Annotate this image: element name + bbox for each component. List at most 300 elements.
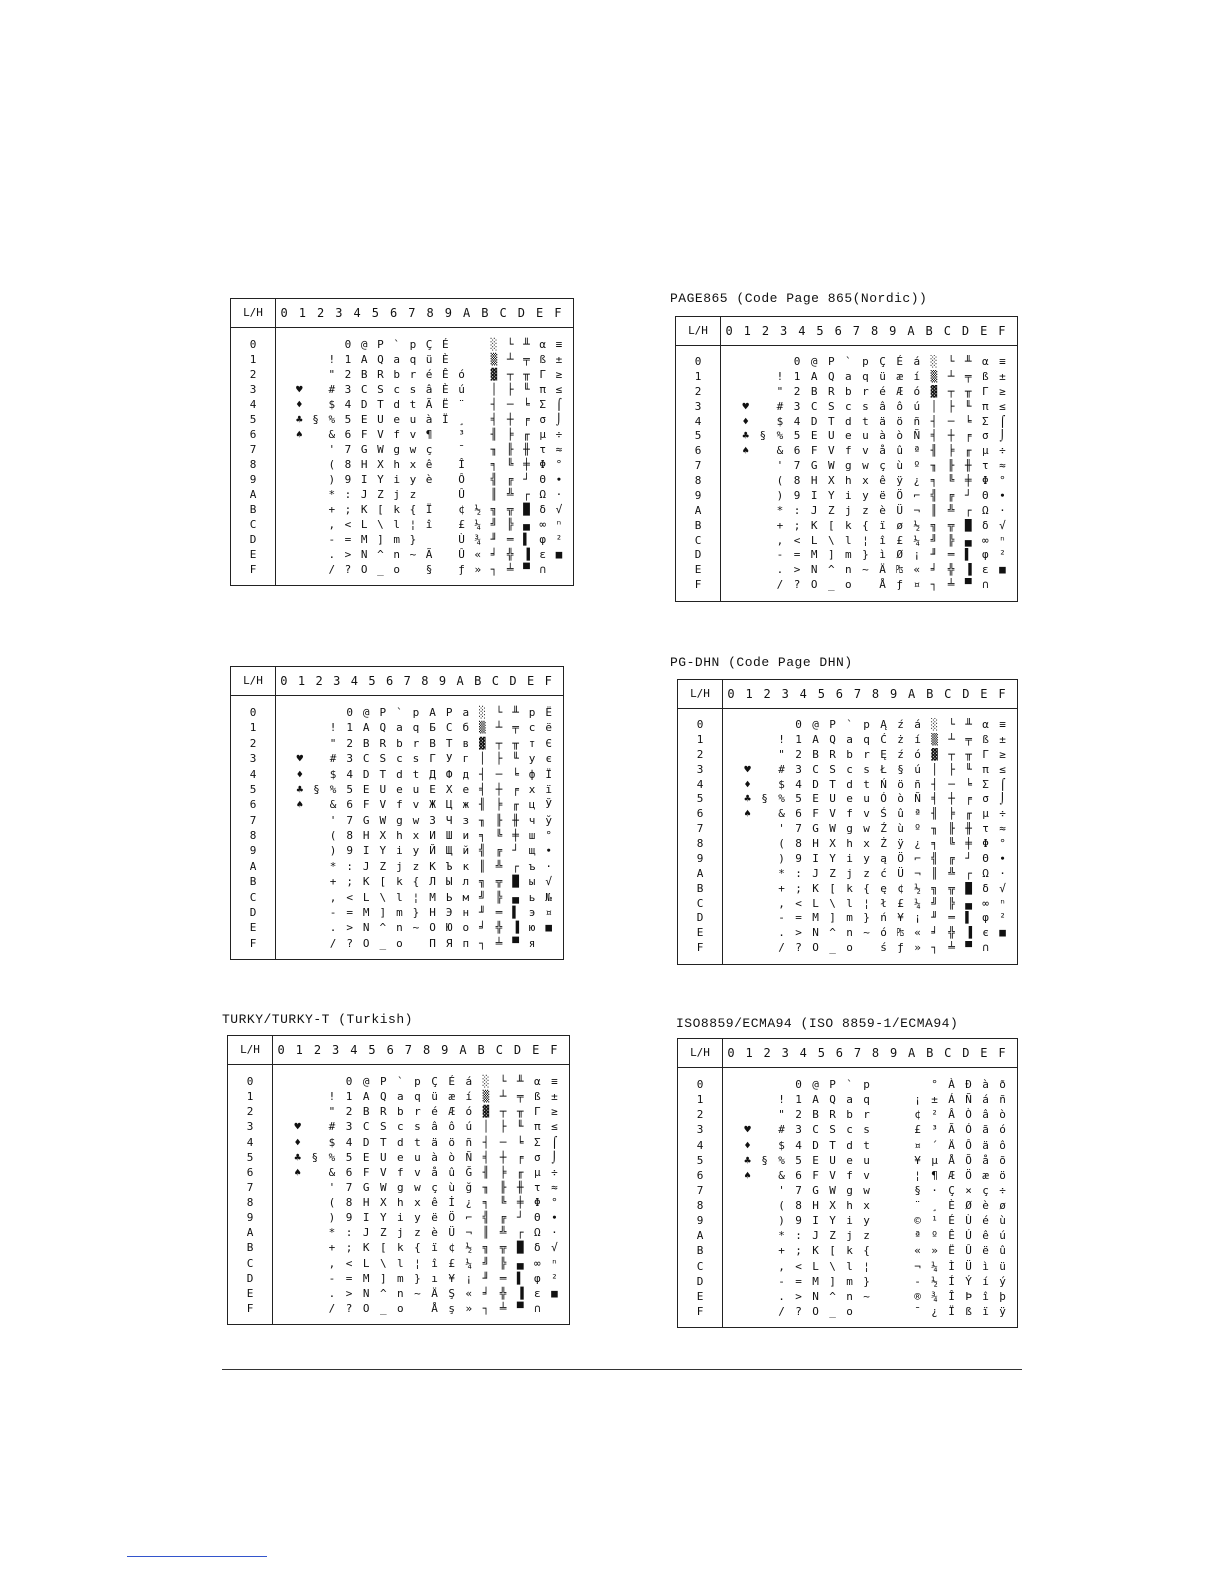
char-cell: 8 (346, 829, 353, 842)
char-cell: U (377, 413, 384, 426)
char-cell: º (913, 459, 921, 473)
char-cell: ` (845, 355, 852, 368)
char-cell: √ (999, 881, 1006, 895)
char-cell: ║ (482, 1226, 490, 1240)
char-cell (275, 397, 291, 412)
char-cell: ¤ (545, 905, 552, 919)
char-cell (470, 367, 486, 382)
char-cell: c (393, 383, 400, 396)
char-cell (306, 1286, 323, 1301)
char-cell: v (863, 1168, 870, 1182)
char-cell (756, 1168, 773, 1183)
char-cell: N (812, 1289, 819, 1303)
char-cell: 1 (795, 1093, 802, 1107)
column-header: E (532, 1043, 540, 1057)
row-header: 6 (246, 1165, 254, 1179)
char-cell (307, 352, 323, 367)
char-cell: s (862, 399, 869, 413)
char-cell: ⌐ (913, 488, 921, 502)
char-cell: щ (528, 844, 536, 858)
char-cell: H (360, 458, 368, 471)
char-cell: f (846, 807, 853, 821)
row-header: 0 (246, 1075, 254, 1088)
column-header: B (925, 324, 933, 338)
char-cell: ° (551, 1196, 558, 1209)
char-cell (275, 412, 291, 427)
char-cell: n (396, 921, 403, 935)
char-cell (739, 897, 756, 912)
row-header: 1 (249, 721, 257, 735)
char-cell: ▀ (512, 936, 519, 950)
char-cell: C (812, 1123, 819, 1137)
char-cell: M (812, 1274, 819, 1288)
char-cell: C (810, 399, 818, 413)
char-cell: Ш (445, 829, 453, 842)
char-cell: ■ (551, 1286, 558, 1300)
char-cell (739, 733, 756, 748)
char-cell (722, 1274, 739, 1289)
char-cell: Ã (425, 548, 433, 561)
char-cell: r (862, 384, 869, 398)
char-cell: ╣ (490, 473, 498, 486)
char-cell: M (362, 1271, 370, 1285)
char-cell: ' (778, 1183, 785, 1197)
char-cell (437, 532, 453, 547)
char-cell: k (845, 518, 852, 532)
char-cell: L (810, 533, 818, 547)
char-cell: í (914, 732, 921, 746)
column-header: 4 (799, 1046, 807, 1060)
char-cell (275, 736, 292, 751)
char-cell: < (346, 890, 353, 904)
char-cell: Э (445, 905, 453, 919)
char-cell: q (863, 1093, 870, 1107)
char-cell: 7 (345, 1180, 353, 1194)
char-cell: Ã (948, 1123, 955, 1137)
char-cell: X (829, 837, 836, 850)
char-cell: │ (490, 383, 498, 396)
char-cell: « (474, 548, 482, 561)
char-cell: С (445, 721, 453, 735)
char-cell: u (862, 429, 869, 443)
char-cell: K (812, 1244, 819, 1258)
char-cell: З (429, 813, 436, 827)
char-cell: ▐ (964, 563, 972, 577)
char-cell: ♣ (744, 1153, 751, 1167)
char-cell: ╪ (523, 458, 530, 471)
char-cell: * (328, 488, 336, 501)
char-cell: " (328, 368, 336, 381)
char-cell: Θ (982, 851, 989, 865)
char-cell: √ (545, 875, 552, 889)
char-cell: 3 (795, 1123, 802, 1137)
char-cell: ▓ (931, 747, 938, 761)
char-cell (307, 367, 323, 382)
char-cell: = (795, 1274, 802, 1288)
char-cell (875, 1138, 892, 1153)
char-cell: 2 (344, 368, 352, 381)
char-cell: á (982, 1093, 989, 1107)
char-cell: z (412, 859, 420, 873)
char-cell: s (863, 762, 870, 776)
column-header: A (463, 306, 471, 320)
char-cell (909, 1077, 926, 1092)
column-header: 1 (297, 674, 306, 688)
column-header: B (481, 306, 489, 320)
char-cell: 2 (345, 1105, 353, 1119)
char-cell: ╥ (964, 384, 972, 398)
char-cell (275, 705, 292, 720)
char-cell: < (795, 896, 802, 910)
char-cell: D (362, 1135, 370, 1149)
char-cell: ░ (931, 718, 938, 731)
char-cell: ╤ (512, 721, 519, 735)
char-cell: τ (539, 443, 546, 456)
char-cell: φ (533, 1271, 541, 1285)
char-cell: ¢ (448, 1241, 456, 1255)
char-cell: ├ (948, 762, 955, 776)
char-cell: 3 (793, 399, 801, 413)
char-cell: ? (793, 578, 801, 592)
char-cell: _ (829, 941, 836, 955)
char-cell: I (812, 851, 819, 865)
row-header: 2 (694, 384, 702, 398)
char-cell: √ (551, 1241, 558, 1255)
char-cell: ╩ (499, 1226, 507, 1240)
char-cell: ` (846, 718, 853, 731)
char-cell (892, 1304, 909, 1319)
char-cell: á (913, 355, 921, 368)
char-cell: g (845, 459, 852, 473)
char-cell (754, 400, 771, 415)
char-cell (551, 562, 567, 577)
row-header: 8 (246, 1196, 254, 1209)
char-cell (722, 748, 739, 763)
char-cell (437, 517, 453, 532)
char-cell: $ (328, 398, 336, 411)
char-cell: , (328, 518, 336, 531)
char-cell: π (982, 762, 989, 776)
char-cell: ß (533, 1090, 541, 1104)
row-header: D (696, 1274, 704, 1288)
char-cell: Ù (965, 1214, 972, 1228)
char-cell (306, 1089, 323, 1104)
char-cell: ^ (829, 1289, 836, 1303)
char-cell (720, 504, 737, 519)
char-cell: Ó (965, 1123, 972, 1137)
char-cell: и (462, 829, 470, 842)
row-header: D (696, 911, 704, 925)
char-cell: & (329, 798, 337, 812)
char-cell: § (761, 792, 768, 806)
char-cell: ╦ (947, 518, 955, 532)
char-cell: { (409, 503, 417, 516)
char-cell: ö (897, 777, 904, 791)
char-cell (739, 1243, 756, 1258)
char-cell: Ñ (465, 1150, 473, 1164)
char-cell: : (795, 1229, 802, 1243)
char-cell: ø (896, 518, 904, 532)
column-header: 9 (444, 306, 452, 320)
char-cell: { (863, 881, 870, 895)
char-cell: É (448, 1075, 456, 1088)
char-cell (275, 382, 291, 397)
char-cell (722, 897, 739, 912)
char-cell: ╓ (523, 428, 530, 441)
char-cell: ▐ (965, 926, 972, 940)
row-header: A (249, 488, 257, 501)
char-cell: ± (555, 353, 563, 366)
char-cell: · (999, 503, 1006, 517)
char-cell: T (829, 777, 836, 791)
char-cell: h (397, 1196, 404, 1209)
char-cell: ( (328, 458, 336, 471)
char-cell: " (329, 736, 337, 750)
char-cell: k (846, 881, 853, 895)
char-cell: K (810, 518, 818, 532)
row-header: 0 (249, 706, 257, 719)
char-cell: Õ (965, 1153, 972, 1167)
char-cell: Å (431, 1301, 438, 1315)
char-cell: ╗ (479, 875, 486, 889)
char-cell: Ы (445, 875, 453, 889)
char-cell (307, 532, 323, 547)
char-cell: ╕ (490, 458, 498, 471)
char-cell: ю (528, 921, 536, 935)
char-cell: T (379, 1135, 387, 1149)
char-cell: φ (982, 911, 989, 925)
char-cell: * (778, 866, 785, 880)
char-cell: ù (448, 1180, 456, 1194)
char-cell (275, 337, 291, 352)
char-cell: ї (545, 782, 552, 796)
char-cell: К (429, 859, 436, 873)
char-cell: G (362, 1180, 370, 1194)
char-cell (323, 1074, 340, 1089)
char-cell: ╔ (948, 851, 955, 865)
char-cell (289, 1225, 306, 1240)
char-cell: e (397, 1150, 404, 1164)
char-cell: ▌ (512, 905, 519, 919)
char-cell: ¼ (931, 1259, 938, 1273)
char-cell: x (862, 474, 869, 487)
char-cell: ₧ (897, 926, 904, 940)
column-header: 3 (333, 674, 341, 688)
char-cell: : (795, 866, 802, 880)
char-cell (272, 1135, 289, 1150)
char-cell (308, 797, 325, 812)
char-cell: ª (913, 444, 921, 458)
char-cell: ╠ (499, 1256, 507, 1270)
char-cell: n (393, 548, 400, 561)
char-cell: Q (827, 369, 835, 383)
char-cell: ¤ (913, 578, 921, 592)
char-cell (737, 355, 754, 370)
char-cell (291, 367, 307, 382)
column-header: D (962, 1046, 970, 1060)
char-cell: & (778, 807, 785, 821)
char-cell: İ (448, 1196, 456, 1209)
char-cell: ğ (465, 1180, 473, 1194)
char-cell: ^ (377, 548, 384, 561)
caption-pg-dhn: PG-DHN (Code Page DHN) (670, 655, 853, 670)
char-cell (756, 1183, 773, 1198)
char-cell: ─ (506, 398, 514, 411)
char-cell: ε (539, 548, 546, 561)
char-cell: ╓ (965, 807, 972, 821)
char-cell: P (379, 1075, 387, 1088)
char-cell (756, 867, 773, 882)
row-header: 0 (249, 338, 257, 351)
char-cell: ╙ (523, 383, 530, 396)
char-cell: ¼ (914, 896, 921, 910)
column-header: D (509, 674, 517, 688)
char-cell: Л (429, 875, 436, 889)
char-cell: ° (931, 1078, 938, 1091)
char-cell: i (397, 1211, 404, 1225)
char-cell: q (862, 369, 869, 383)
char-cell (308, 828, 325, 843)
char-cell: P (827, 355, 835, 368)
char-cell (275, 828, 292, 843)
char-cell: ╒ (516, 1150, 524, 1164)
char-cell: Γ (981, 384, 989, 398)
char-cell: ü (879, 369, 886, 383)
char-cell (275, 859, 292, 874)
char-cell: ┤ (482, 1135, 490, 1149)
char-cell: М (429, 890, 436, 904)
char-cell: ═ (499, 1271, 507, 1285)
char-cell (292, 920, 309, 935)
char-cell: c (845, 399, 852, 413)
char-cell: ( (329, 829, 337, 842)
char-cell (291, 442, 307, 457)
char-cell: ┼ (506, 413, 514, 426)
char-cell: M (810, 548, 818, 562)
char-cell: ╕ (930, 474, 938, 487)
char-cell: $ (329, 767, 337, 781)
char-cell (756, 1122, 773, 1137)
char-cell: ü (999, 1259, 1006, 1273)
char-cell: B (812, 747, 819, 761)
char-cell: G (812, 822, 819, 836)
char-cell: z (414, 1226, 421, 1240)
char-cell: > (344, 548, 352, 561)
char-cell: 4 (345, 1135, 353, 1149)
char-cell: Ё (545, 706, 552, 719)
char-cell: ┘ (516, 1211, 524, 1225)
char-cell: ♥ (742, 399, 749, 413)
char-cell (308, 705, 325, 720)
char-cell: ¶ (425, 428, 433, 441)
char-cell: ú (465, 1120, 473, 1134)
char-cell: Φ (981, 474, 989, 487)
row-header: 5 (249, 782, 257, 796)
char-cell: ▐ (516, 1286, 524, 1300)
char-cell (272, 1074, 289, 1089)
char-cell: ♣ (742, 429, 749, 443)
char-cell: ñ (914, 777, 921, 791)
char-cell: ¼ (465, 1256, 473, 1270)
char-cell: û (896, 444, 904, 458)
column-header: 8 (871, 687, 880, 701)
char-cell: D (812, 777, 819, 791)
char-cell (306, 1210, 323, 1225)
char-cell: P (829, 718, 836, 731)
char-cell: ╜ (931, 911, 938, 925)
column-header: E (980, 324, 988, 338)
char-cell (857, 578, 874, 593)
char-cell: Ö (448, 1211, 456, 1225)
char-cell: å (431, 1165, 438, 1179)
column-header: 0 (727, 687, 735, 701)
row-header: 3 (696, 762, 704, 776)
char-cell: Q (829, 732, 836, 746)
char-cell: è (431, 1226, 438, 1240)
char-cell: ^ (827, 563, 835, 577)
char-cell: £ (896, 533, 904, 547)
char-cell (720, 355, 737, 370)
char-cell (275, 457, 291, 472)
char-cell: \ (829, 896, 836, 910)
char-cell: s (412, 752, 420, 766)
char-cell: ╔ (499, 1211, 507, 1225)
row-header: D (249, 533, 257, 546)
column-header: D (962, 687, 970, 701)
char-cell: ▓ (479, 736, 486, 750)
char-cell: ` (393, 338, 400, 351)
header-corner-label: L/H (690, 687, 710, 700)
char-cell: æ (448, 1090, 456, 1104)
char-cell: ║ (930, 503, 938, 517)
char-cell (739, 852, 756, 867)
char-cell: E (810, 429, 818, 443)
char-cell: ; (795, 881, 802, 895)
char-cell: н (462, 905, 470, 919)
char-cell: o (845, 578, 852, 592)
char-cell: σ (533, 1150, 541, 1164)
char-cell: ñ (465, 1135, 473, 1149)
char-cell: º (914, 822, 921, 836)
char-cell: ═ (947, 548, 955, 562)
row-header: A (696, 866, 704, 880)
char-cell: ▒ (930, 369, 938, 383)
char-cell: , (778, 896, 785, 910)
column-header: F (998, 324, 1006, 338)
char-cell: └ (947, 355, 955, 368)
char-cell: v (414, 1165, 421, 1179)
char-cell: ╔ (947, 488, 955, 502)
char-cell: Ã (425, 398, 433, 411)
column-header: 3 (780, 324, 788, 338)
char-cell: è (425, 473, 433, 486)
char-cell: « (914, 926, 921, 940)
char-cell: ┼ (495, 782, 503, 796)
char-cell: ź (897, 747, 904, 761)
char-cell: ┴ (495, 721, 503, 735)
char-cell (739, 822, 756, 837)
char-cell: F (812, 1168, 819, 1182)
char-cell: Ö (896, 488, 904, 502)
charset-table-turky (227, 1035, 570, 1325)
char-cell (754, 489, 771, 504)
charset-table-1 (230, 298, 574, 586)
char-cell: B (362, 736, 370, 750)
char-cell: ╕ (479, 829, 486, 842)
char-cell: ú (999, 1229, 1006, 1243)
char-cell: ┼ (947, 429, 955, 443)
row-header: E (249, 921, 257, 935)
